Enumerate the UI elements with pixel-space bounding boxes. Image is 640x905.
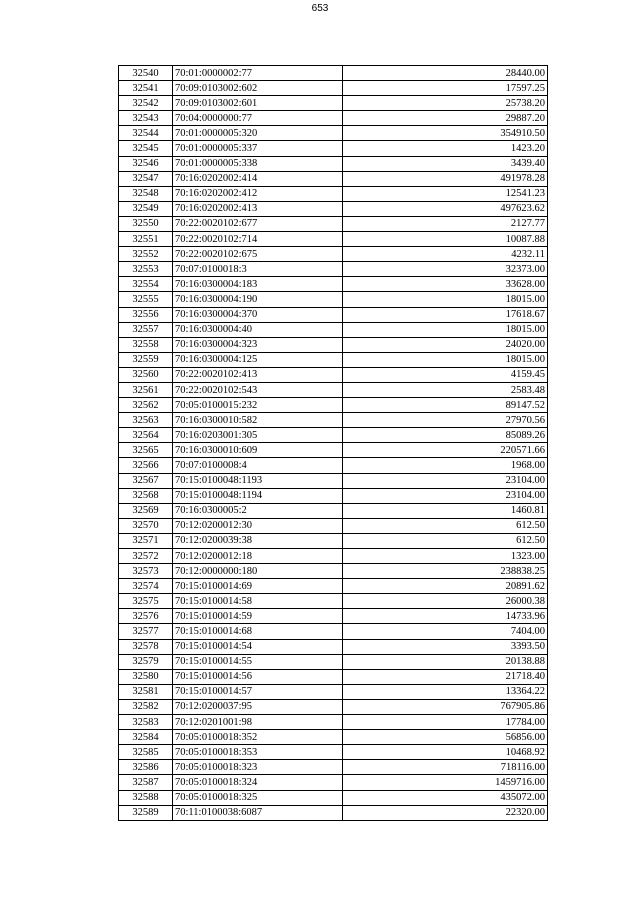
- cadastral-value-cell: 4159.45: [343, 367, 548, 382]
- row-number-cell: 32552: [119, 247, 173, 262]
- table-row: [119, 232, 548, 247]
- row-number-cell: 32584: [119, 730, 173, 745]
- table-row: [119, 292, 548, 307]
- cadastral-number-cell: 70:12:0000000:180: [173, 564, 343, 579]
- cadastral-value-cell: 85089.26: [343, 428, 548, 443]
- cadastral-number-cell: 70:15:0100048:1193: [173, 473, 343, 488]
- cadastral-number-cell: 70:16:0300004:370: [173, 307, 343, 322]
- table-row: [119, 443, 548, 458]
- cadastral-number-cell: 70:01:0000005:337: [173, 141, 343, 156]
- cadastral-value-cell: 7404.00: [343, 624, 548, 639]
- cadastral-number-cell: 70:16:0202002:414: [173, 171, 343, 186]
- page-number: 653: [311, 3, 329, 14]
- cadastral-value-cell: 1423.20: [343, 141, 548, 156]
- cadastral-number-cell: 70:11:0100038:6087: [173, 805, 343, 820]
- cadastral-number-cell: 70:22:0020102:714: [173, 232, 343, 247]
- cadastral-value-cell: 27970.56: [343, 413, 548, 428]
- table-row: [119, 428, 548, 443]
- cadastral-number-cell: 70:16:0300004:190: [173, 292, 343, 307]
- row-number-cell: 32547: [119, 171, 173, 186]
- cadastral-number-cell: 70:12:0200012:18: [173, 549, 343, 564]
- cadastral-number-cell: 70:15:0100014:54: [173, 639, 343, 654]
- row-number-cell: 32577: [119, 624, 173, 639]
- cadastral-number-cell: 70:16:0300004:183: [173, 277, 343, 292]
- table-row: [119, 805, 548, 820]
- row-number-cell: 32553: [119, 262, 173, 277]
- cadastral-value-cell: 1968.00: [343, 458, 548, 473]
- cadastral-number-cell: 70:16:0300004:323: [173, 337, 343, 352]
- row-number-cell: 32546: [119, 156, 173, 171]
- row-number-cell: 32579: [119, 654, 173, 669]
- row-number-cell: 32588: [119, 790, 173, 805]
- cadastral-number-cell: 70:15:0100014:55: [173, 654, 343, 669]
- row-number-cell: 32560: [119, 367, 173, 382]
- row-number-cell: 32568: [119, 488, 173, 503]
- cadastral-value-cell: 17618.67: [343, 307, 548, 322]
- cadastral-number-cell: 70:16:0300010:609: [173, 443, 343, 458]
- table-row: [119, 247, 548, 262]
- table-row: [119, 171, 548, 186]
- table-row: [119, 715, 548, 730]
- cadastral-value-cell: 354910.50: [343, 126, 548, 141]
- table-row: [119, 594, 548, 609]
- cadastral-value-cell: 18015.00: [343, 352, 548, 367]
- cadastral-value-cell: 435072.00: [343, 790, 548, 805]
- cadastral-number-cell: 70:15:0100014:69: [173, 579, 343, 594]
- cadastral-number-cell: 70:05:0100018:323: [173, 760, 343, 775]
- row-number-cell: 32555: [119, 292, 173, 307]
- row-number-cell: 32566: [119, 458, 173, 473]
- table-row: [119, 216, 548, 231]
- table-row: [119, 96, 548, 111]
- cadastral-value-cell: 1459716.00: [343, 775, 548, 790]
- row-number-cell: 32562: [119, 398, 173, 413]
- row-number-cell: 32557: [119, 322, 173, 337]
- cadastral-value-table: [118, 65, 548, 821]
- table-row: [119, 790, 548, 805]
- row-number-cell: 32578: [119, 639, 173, 654]
- cadastral-value-cell: 767905.86: [343, 699, 548, 714]
- table-row: [119, 760, 548, 775]
- cadastral-number-cell: 70:12:0201001:98: [173, 715, 343, 730]
- row-number-cell: 32564: [119, 428, 173, 443]
- row-number-cell: 32559: [119, 352, 173, 367]
- cadastral-value-cell: 17597.25: [343, 81, 548, 96]
- cadastral-value-cell: 23104.00: [343, 488, 548, 503]
- cadastral-number-cell: 70:01:0000005:320: [173, 126, 343, 141]
- cadastral-value-cell: 32373.00: [343, 262, 548, 277]
- table-row: [119, 201, 548, 216]
- cadastral-number-cell: 70:16:0202002:413: [173, 201, 343, 216]
- cadastral-number-cell: 70:07:0100008:4: [173, 458, 343, 473]
- table-row: [119, 730, 548, 745]
- table-row: [119, 579, 548, 594]
- cadastral-number-cell: 70:16:0300005:2: [173, 503, 343, 518]
- cadastral-number-cell: 70:15:0100014:58: [173, 594, 343, 609]
- cadastral-number-cell: 70:15:0100048:1194: [173, 488, 343, 503]
- cadastral-value-cell: 2127.77: [343, 216, 548, 231]
- cadastral-value-cell: 12541.23: [343, 186, 548, 201]
- table-row: [119, 352, 548, 367]
- row-number-cell: 32545: [119, 141, 173, 156]
- table-row: [119, 549, 548, 564]
- table-row: [119, 684, 548, 699]
- table-row: [119, 186, 548, 201]
- cadastral-number-cell: 70:05:0100018:353: [173, 745, 343, 760]
- cadastral-number-cell: 70:12:0200037:95: [173, 699, 343, 714]
- row-number-cell: 32585: [119, 745, 173, 760]
- table-row: [119, 624, 548, 639]
- cadastral-number-cell: 70:12:0200039:38: [173, 533, 343, 548]
- row-number-cell: 32570: [119, 518, 173, 533]
- cadastral-value-cell: 10468.92: [343, 745, 548, 760]
- cadastral-number-cell: 70:22:0020102:675: [173, 247, 343, 262]
- cadastral-value-cell: 3393.50: [343, 639, 548, 654]
- row-number-cell: 32550: [119, 216, 173, 231]
- table-row: [119, 262, 548, 277]
- table-row: [119, 111, 548, 126]
- cadastral-number-cell: 70:22:0020102:677: [173, 216, 343, 231]
- row-number-cell: 32581: [119, 684, 173, 699]
- row-number-cell: 32563: [119, 413, 173, 428]
- cadastral-value-cell: 33628.00: [343, 277, 548, 292]
- cadastral-value-cell: 20891.62: [343, 579, 548, 594]
- row-number-cell: 32580: [119, 669, 173, 684]
- row-number-cell: 32549: [119, 201, 173, 216]
- table-row: [119, 367, 548, 382]
- table-row: [119, 503, 548, 518]
- row-number-cell: 32587: [119, 775, 173, 790]
- cadastral-number-cell: 70:22:0020102:543: [173, 382, 343, 397]
- row-number-cell: 32572: [119, 549, 173, 564]
- row-number-cell: 32574: [119, 579, 173, 594]
- cadastral-value-cell: 17784.00: [343, 715, 548, 730]
- cadastral-number-cell: 70:16:0202002:412: [173, 186, 343, 201]
- table-row: [119, 398, 548, 413]
- cadastral-value-cell: 612.50: [343, 518, 548, 533]
- row-number-cell: 32542: [119, 96, 173, 111]
- table-row: [119, 382, 548, 397]
- cadastral-number-cell: 70:15:0100014:56: [173, 669, 343, 684]
- table-row: [119, 775, 548, 790]
- table-row: [119, 533, 548, 548]
- table-row: [119, 488, 548, 503]
- row-number-cell: 32551: [119, 232, 173, 247]
- cadastral-number-cell: 70:16:0300010:582: [173, 413, 343, 428]
- cadastral-value-cell: 1460.81: [343, 503, 548, 518]
- cadastral-value-cell: 26000.38: [343, 594, 548, 609]
- cadastral-value-cell: 56856.00: [343, 730, 548, 745]
- cadastral-value-cell: 23104.00: [343, 473, 548, 488]
- table-row: [119, 66, 548, 81]
- cadastral-value-cell: 14733.96: [343, 609, 548, 624]
- cadastral-value-cell: 28440.00: [343, 66, 548, 81]
- cadastral-value-cell: 25738.20: [343, 96, 548, 111]
- row-number-cell: 32569: [119, 503, 173, 518]
- table-row: [119, 609, 548, 624]
- table-row: [119, 141, 548, 156]
- cadastral-number-cell: 70:16:0203001:305: [173, 428, 343, 443]
- cadastral-number-cell: 70:15:0100014:68: [173, 624, 343, 639]
- cadastral-value-cell: 220571.66: [343, 443, 548, 458]
- row-number-cell: 32583: [119, 715, 173, 730]
- cadastral-value-cell: 21718.40: [343, 669, 548, 684]
- table-row: [119, 473, 548, 488]
- row-number-cell: 32576: [119, 609, 173, 624]
- table-row: [119, 307, 548, 322]
- row-number-cell: 32554: [119, 277, 173, 292]
- cadastral-number-cell: 70:05:0100018:324: [173, 775, 343, 790]
- cadastral-value-cell: 1323.00: [343, 549, 548, 564]
- table-row: [119, 413, 548, 428]
- cadastral-value-cell: 29887.20: [343, 111, 548, 126]
- row-number-cell: 32543: [119, 111, 173, 126]
- row-number-cell: 32548: [119, 186, 173, 201]
- cadastral-value-cell: 24020.00: [343, 337, 548, 352]
- cadastral-value-cell: 22320.00: [343, 805, 548, 820]
- cadastral-value-cell: 18015.00: [343, 322, 548, 337]
- cadastral-number-cell: 70:16:0300004:40: [173, 322, 343, 337]
- cadastral-value-cell: 18015.00: [343, 292, 548, 307]
- cadastral-number-cell: 70:05:0100018:325: [173, 790, 343, 805]
- row-number-cell: 32573: [119, 564, 173, 579]
- cadastral-number-cell: 70:09:0103002:602: [173, 81, 343, 96]
- row-number-cell: 32571: [119, 533, 173, 548]
- row-number-cell: 32567: [119, 473, 173, 488]
- row-number-cell: 32565: [119, 443, 173, 458]
- row-number-cell: 32582: [119, 699, 173, 714]
- table-row: [119, 458, 548, 473]
- cadastral-number-cell: 70:07:0100018:3: [173, 262, 343, 277]
- cadastral-value-cell: 89147.52: [343, 398, 548, 413]
- table-row: [119, 277, 548, 292]
- row-number-cell: 32556: [119, 307, 173, 322]
- row-number-cell: 32575: [119, 594, 173, 609]
- cadastral-number-cell: 70:04:0000000:77: [173, 111, 343, 126]
- cadastral-number-cell: 70:01:0000002:77: [173, 66, 343, 81]
- table-row: [119, 745, 548, 760]
- table-row: [119, 564, 548, 579]
- cadastral-number-cell: 70:05:0100018:352: [173, 730, 343, 745]
- cadastral-value-cell: 238838.25: [343, 564, 548, 579]
- cadastral-value-cell: 718116.00: [343, 760, 548, 775]
- table-row: [119, 699, 548, 714]
- cadastral-value-cell: 4232.11: [343, 247, 548, 262]
- table-row: [119, 669, 548, 684]
- cadastral-value-cell: 491978.28: [343, 171, 548, 186]
- table-row: [119, 81, 548, 96]
- cadastral-number-cell: 70:15:0100014:57: [173, 684, 343, 699]
- row-number-cell: 32561: [119, 382, 173, 397]
- table-row: [119, 654, 548, 669]
- cadastral-value-cell: 497623.62: [343, 201, 548, 216]
- table-row: [119, 518, 548, 533]
- cadastral-number-cell: 70:12:0200012:30: [173, 518, 343, 533]
- cadastral-number-cell: 70:09:0103002:601: [173, 96, 343, 111]
- row-number-cell: 32540: [119, 66, 173, 81]
- cadastral-value-cell: 612.50: [343, 533, 548, 548]
- row-number-cell: 32589: [119, 805, 173, 820]
- cadastral-number-cell: 70:22:0020102:413: [173, 367, 343, 382]
- cadastral-value-cell: 2583.48: [343, 382, 548, 397]
- table-body: [119, 66, 548, 821]
- table-row: [119, 322, 548, 337]
- row-number-cell: 32544: [119, 126, 173, 141]
- cadastral-value-cell: 13364.22: [343, 684, 548, 699]
- table-row: [119, 156, 548, 171]
- table-row: [119, 337, 548, 352]
- table-row: [119, 639, 548, 654]
- cadastral-value-cell: 10087.88: [343, 232, 548, 247]
- table-row: [119, 126, 548, 141]
- cadastral-value-cell: 20138.88: [343, 654, 548, 669]
- row-number-cell: 32541: [119, 81, 173, 96]
- cadastral-number-cell: 70:01:0000005:338: [173, 156, 343, 171]
- cadastral-number-cell: 70:05:0100015:232: [173, 398, 343, 413]
- row-number-cell: 32586: [119, 760, 173, 775]
- row-number-cell: 32558: [119, 337, 173, 352]
- cadastral-number-cell: 70:15:0100014:59: [173, 609, 343, 624]
- cadastral-number-cell: 70:16:0300004:125: [173, 352, 343, 367]
- cadastral-value-cell: 3439.40: [343, 156, 548, 171]
